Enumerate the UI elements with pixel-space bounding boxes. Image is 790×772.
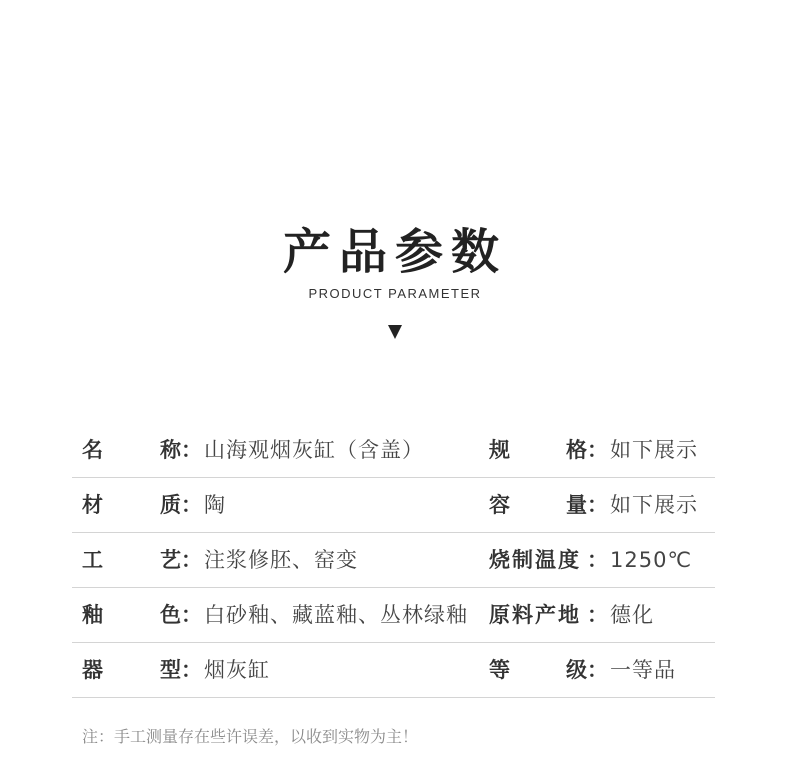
page-title: 产品参数 [282,224,507,280]
param-label-firing-temp: 烧制温度 [489,548,581,572]
table-row [72,588,715,643]
measurement-note: 注：手工测量存在些许误差，以收到实物为主！ [82,727,419,746]
table-row [72,478,715,533]
param-label-material-a: 材 [82,493,103,517]
param-label-glaze-a: 釉 [82,603,103,627]
param-label-capacity-a: 容 [489,493,510,517]
param-label-craft-a: 工 [82,548,103,572]
colon: ： [181,658,202,682]
param-label-grade-b: 级 [566,658,587,682]
param-value-craft: 注浆修胚、窑变 [204,548,358,572]
param-value-material: 陶 [204,493,226,517]
param-label-capacity-b: 量 [566,493,587,517]
param-value-glaze: 白砂釉、藏蓝釉、丛林绿釉 [204,603,468,627]
param-label-spec-a: 规 [489,438,510,462]
param-value-grade: 一等品 [610,658,676,682]
param-value-firing-temp: 1250℃ [610,548,693,572]
table-row [72,643,715,698]
param-label-shape-b: 型 [160,658,181,682]
param-label-craft-b: 艺 [160,548,181,572]
colon: ： [587,658,608,682]
page-subtitle: PRODUCT PARAMETER [308,286,482,301]
param-value-shape: 烟灰缸 [204,658,270,682]
param-label-shape-a: 器 [82,658,103,682]
param-label-spec-b: 格 [566,438,587,462]
colon: ： [181,548,202,572]
param-value-capacity: 如下展示 [610,493,698,517]
colon: ： [181,603,202,627]
param-label-material-b: 质 [160,493,181,517]
param-label-name-a: 名 [82,438,103,462]
param-value-origin: 德化 [610,603,654,627]
param-label-glaze-b: 色 [160,603,181,627]
param-label-name-b: 称 [160,438,181,462]
colon: ： [587,493,608,517]
colon: ： [587,438,608,462]
down-arrow-icon [388,325,402,339]
colon: ： [181,493,202,517]
param-value-spec: 如下展示 [610,438,698,462]
param-label-grade-a: 等 [489,658,510,682]
colon: ： [181,438,202,462]
table-row [72,423,715,478]
colon: ： [587,548,608,572]
parameter-table [72,423,715,698]
param-label-origin: 原料产地 [489,603,581,627]
param-value-name: 山海观烟灰缸（含盖） [204,438,424,462]
colon: ： [587,603,608,627]
table-row [72,533,715,588]
